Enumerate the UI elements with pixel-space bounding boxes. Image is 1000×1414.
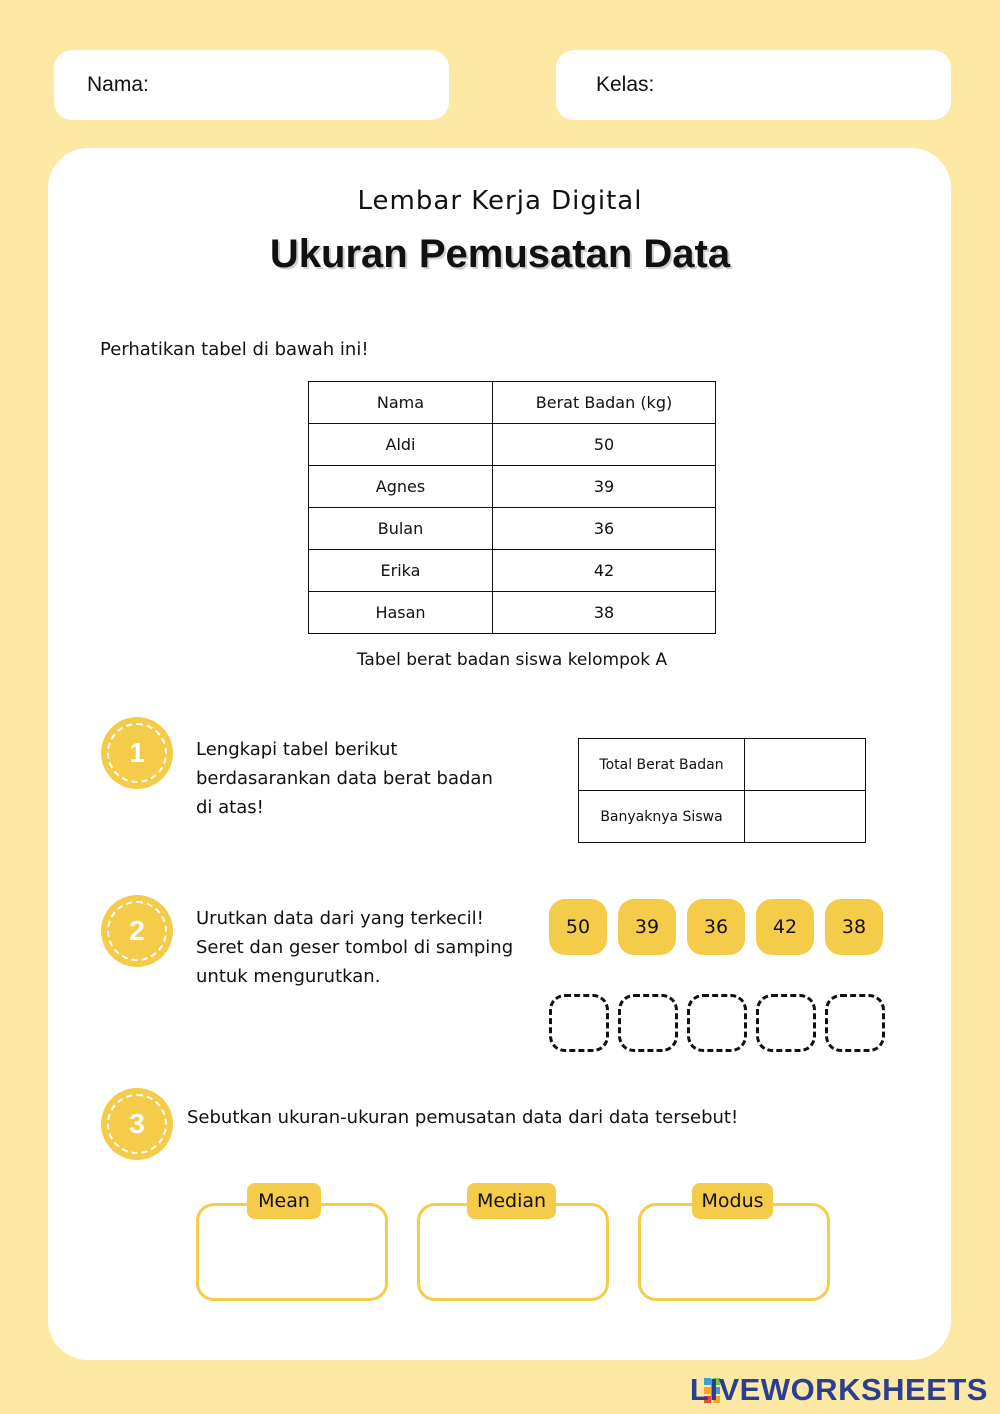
- table-row: [309, 592, 716, 634]
- median-label: Median: [467, 1183, 556, 1219]
- question-1-badge: [101, 717, 173, 789]
- summary-row: [579, 739, 866, 791]
- drag-tile[interactable]: 42: [756, 899, 814, 955]
- class-field[interactable]: [556, 50, 951, 120]
- question-2-text: [196, 904, 513, 991]
- student-count-input[interactable]: [745, 791, 866, 843]
- question-1-number: 1: [107, 723, 167, 783]
- cell-weight: 42: [493, 550, 716, 592]
- header-weight: Berat Badan (kg): [493, 382, 716, 424]
- question-3-badge: [101, 1088, 173, 1160]
- drag-tile[interactable]: 36: [687, 899, 745, 955]
- header-name: Nama: [309, 382, 493, 424]
- weight-table: [308, 381, 716, 634]
- table-row: [309, 466, 716, 508]
- worksheet-subtitle: Lembar Kerja Digital: [357, 186, 643, 216]
- table-row: [309, 550, 716, 592]
- question-1-line: Lengkapi tabel berikut: [196, 739, 398, 760]
- cell-weight: 50: [493, 424, 716, 466]
- drop-slot[interactable]: [549, 994, 609, 1052]
- cell-weight: 36: [493, 508, 716, 550]
- question-1-line: di atas!: [196, 797, 264, 818]
- cell-name: Agnes: [309, 466, 493, 508]
- question-2-number: 2: [107, 901, 167, 961]
- table-header-row: [309, 382, 716, 424]
- drop-slot[interactable]: [756, 994, 816, 1052]
- name-field[interactable]: [54, 50, 449, 120]
- table-instruction: Perhatikan tabel di bawah ini!: [100, 339, 369, 360]
- question-2-line: Urutkan data dari yang terkecil!: [196, 908, 484, 929]
- drag-tile[interactable]: 50: [549, 899, 607, 955]
- question-1-text: [196, 735, 493, 822]
- cell-name: Bulan: [309, 508, 493, 550]
- question-2-badge: [101, 895, 173, 967]
- total-weight-input[interactable]: [745, 739, 866, 791]
- liveworksheets-brand[interactable]: LIVEWORKSHEETS: [689, 1372, 988, 1407]
- cell-name: Erika: [309, 550, 493, 592]
- modus-label: Modus: [692, 1183, 773, 1219]
- total-weight-label: Total Berat Badan: [579, 739, 745, 791]
- drop-slot[interactable]: [618, 994, 678, 1052]
- cell-weight: 38: [493, 592, 716, 634]
- question-2-line: untuk mengurutkan.: [196, 966, 381, 987]
- cell-weight: 39: [493, 466, 716, 508]
- drag-tile[interactable]: 38: [825, 899, 883, 955]
- table-caption: Tabel berat badan siswa kelompok A: [356, 650, 668, 670]
- question-3-text: Sebutkan ukuran-ukuran pemusatan data dari data tersebut!: [187, 1107, 739, 1128]
- drop-slot[interactable]: [825, 994, 885, 1052]
- page-title: Ukuran Pemusatan Data: [269, 232, 731, 276]
- summary-row: [579, 791, 866, 843]
- table-row: [309, 508, 716, 550]
- question-3-number: 3: [107, 1094, 167, 1154]
- question-2-line: Seret dan geser tombol di samping: [196, 937, 514, 958]
- name-label: Nama:: [87, 73, 149, 96]
- cell-name: Hasan: [309, 592, 493, 634]
- question-1-line: berdasarankan data berat badan: [196, 768, 493, 789]
- cell-name: Aldi: [309, 424, 493, 466]
- mean-label: Mean: [247, 1183, 321, 1219]
- table-row: [309, 424, 716, 466]
- summary-table: [578, 738, 866, 843]
- drop-slot[interactable]: [687, 994, 747, 1052]
- class-label: Kelas:: [596, 73, 655, 96]
- student-count-label: Banyaknya Siswa: [579, 791, 745, 843]
- drag-tile[interactable]: 39: [618, 899, 676, 955]
